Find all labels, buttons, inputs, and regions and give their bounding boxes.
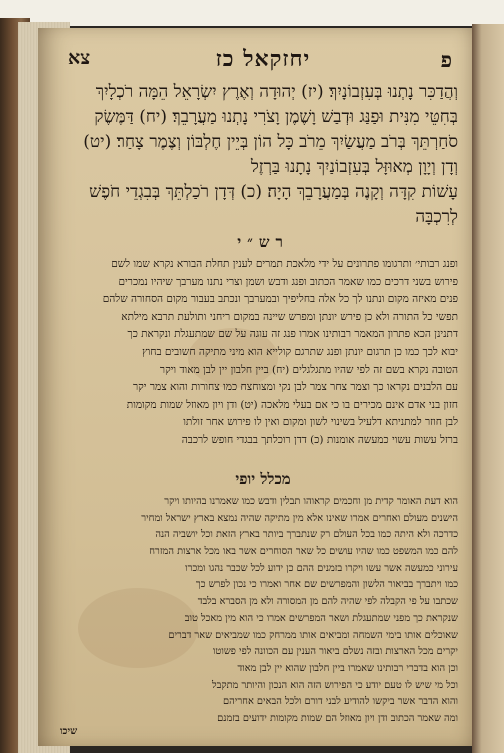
commentary-line: דתנינן הכא פתרון המאמר רבותינו אמרו פנג זה עוגה על שם שמתעגלת ונקראת כך [127, 328, 458, 341]
commentary-line: תפשי כל התורה ולא כן פירש יונתן ומפרש שיינה במקום ריחני ותולעת תרבא מילתא [121, 310, 458, 323]
page-marker: פ [440, 47, 452, 72]
michlol-yofi-heading: מכלל יופי [235, 470, 291, 488]
commentary-line: ברזל עשות עשוי כמעשה אומנות (כ) דדן רוכלתך בבגדי חופש לרכבה [181, 433, 458, 446]
commentary-line: עם הלבנים נקראו כך וצמר צחר צמר לבן נקי ומצוחצח כמו צחורות והוא צמר יקר [132, 381, 458, 394]
page-top-edge [0, 0, 504, 26]
commentary-line: עירוני כמעשה אשר עשו ויקרו בזמנים ההם כן ידוע לכל שכבר נהגו ומכרו [185, 562, 458, 574]
running-header [68, 46, 458, 74]
commentary-line: ופנג רבותי׳ ותרגומו פתרונים על ידי מלאכת תמרים לענין תחלת הבורא נקרא שמו לשם [111, 258, 458, 270]
commentary-line: חזון בני אדם אינם מכירים בו כי אם בעלי מלאכה (יט) ודן ויון מאוזל שמות מקומות [126, 398, 458, 411]
commentary-line: הוא דעת האומר קדית מן וחכמים קראוהו תבלין ודבש כמו שאמרנו בהיותו ויקר [164, 496, 458, 507]
commentary-line: וכל מי שיש לו טעם יודע כי הפירוש הזה הוא הנכון והיותר מתקבל [212, 679, 458, 691]
commentary-line: הישנים מעולם ואחרים אמרו שאינו אלא מין מתיקה שהיה נמצא בארץ ישראל ומחיר [141, 512, 458, 524]
commentary-line: להם כמו המשפט כמו שהיו עושים כל שאר הסוחרים אשר באו מכל ארצות המזרח [149, 546, 458, 558]
michlol-yofi-commentary [68, 494, 458, 740]
rashi-heading: רש״י [237, 233, 289, 251]
commentary-line: לבן חוזר למתניתא דלעיל בשינוי לשון ומקום ואין לו פירוש אחר זולתו [183, 416, 458, 429]
commentary-line: פנים מאיזה מקום ונתנו לך כל אלה בחליפיך ובמערבך ונכתב בעבור מקום הסחורה שלהם [102, 293, 458, 306]
commentary-line: הטובה נקרא בשם זה לפי שהיו מתגלגלים (יח) ביין חלבון יין לבן מאוד ויקר [159, 363, 458, 376]
rashi-commentary [68, 256, 458, 469]
verse-line: לְרִכְבָּה [415, 207, 458, 227]
commentary-line: יבוא לכך כמו כן תרגום יונתן ופנג שתרגם קולייא הוא מיני מתיקה חשובים בחוץ [142, 345, 458, 358]
commentary-line: שאוכלים אותו בימי השמחה ומביאים אותו ממרחק כמו שמביאים שאר דברים [168, 629, 458, 641]
verse-line: סֹחַרְתֵּךְ בְּרֹב מַעֲשַׂיִךְ מֵרֹב כָּל הוֹן בְּיֵין חֶלְבּוֹן וְצֶמֶר צָחַר׃ (יט) [83, 132, 458, 152]
book-title: יחזקאל כז [215, 46, 311, 72]
commentary-line: ומה שאמר הכתוב ודן ויון מאוזל הם שמות מקומות ידועים בזמנם [217, 712, 458, 724]
commentary-line: יקרים מכל הארצות ובזה נשלם ביאור הענין עם הכוונה לפי פשוטו [212, 646, 458, 658]
commentary-line: כמו ויתברך בביאור הלשון והמפרשים שם אחר ואמרו כי נכון לפרש כך [195, 579, 458, 591]
commentary-line: פירוש בשני דרכים כמו שאמר הכתוב ופנג ודבש ושמן וצרי נתנו מערבך שיהיו נמכרים [118, 275, 458, 288]
commentary-line: והוא הדבר אשר ביקשו להודיע לבני דורם ולכל הבאים אחריהם [223, 696, 458, 708]
commentary-line: כדרכה ולא היתה כמו בכל העולם רק שנתברך ביותר בארץ הזאת וכל יושביה הנה [155, 529, 458, 541]
verse-line: עָשׁוֹת קִדָּה וְקָנֶה בְּמַעֲרָבֵךְ הָיָה׃ (כ) דְּדָן רֹכַלְתֵּךְ בְּבִגְדֵי חֹפֶשׁ [89, 182, 458, 202]
verse-text [68, 80, 458, 230]
commentary-line: שנקראת כך מפני שמתעגלת ושאר המפרשים אמרו כי הוא מין מאכל טוב [184, 612, 458, 624]
verse-line: וְהֲדַכִּר נָתְנוּ בְּעִזְבוֹנָיִךְ׃ (יז) יְהוּדָה וְאֶרֶץ יִשְׂרָאֵל הֵמָּה רֹכְלָיִךְ [95, 82, 458, 102]
commentary-line: שכתבו על פי הקבלה לפי שהיה להם מן המסורה ולא מן הסברא בלבד [197, 596, 458, 608]
facing-page-edge [472, 24, 504, 753]
book-page [38, 28, 472, 746]
verse-line: בְּחִטֵּי מִנִּית וּפַנַּג וּדְבַשׁ וָשֶׁמֶן וָצֹרִי נָתְנוּ מַעֲרָבֵךְ׃ (יח) דַּמֶּשֶׂק [94, 107, 458, 127]
catchword: שיכו [60, 726, 78, 737]
page-number: צא [68, 47, 91, 69]
verse-line: וְדָן וְיָוָן מְאוּזָּל בְּעִזְבוֹנַיִךְ נָתָנוּ בַּרְזֶל [250, 157, 458, 177]
commentary-line: וכן הוא בדברי רבותינו שאמרו ביין חלבון שהוא יין לבן מאוד [237, 662, 458, 674]
